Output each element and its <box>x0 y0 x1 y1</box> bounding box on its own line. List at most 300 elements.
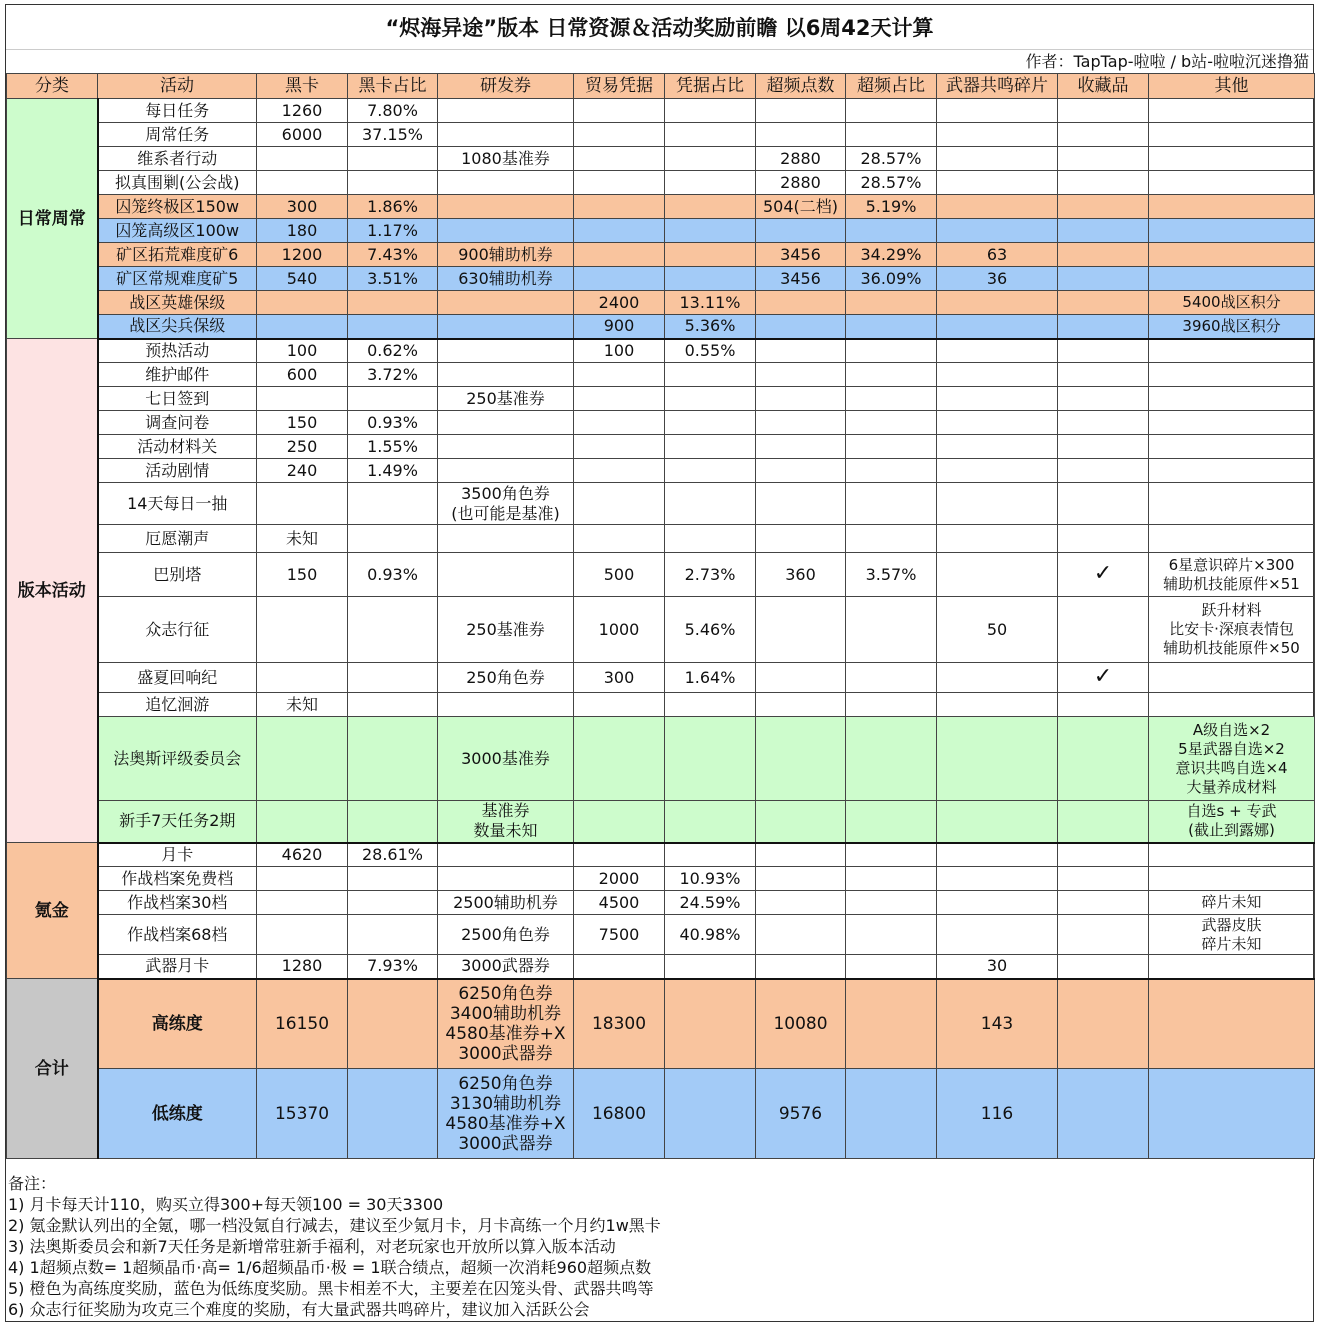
table-cell <box>756 867 846 891</box>
table-cell: 250角色券 <box>438 663 574 693</box>
table-cell <box>1058 525 1149 553</box>
activity-name-cell: 维系者行动 <box>98 147 257 171</box>
note-line: 1) 月卡每天计110，购买立得300+每天领100 = 30天3300 <box>8 1195 444 1214</box>
table-cell <box>756 435 846 459</box>
table-cell <box>1149 171 1315 195</box>
table-cell: 6250角色券 3400辅助机券 4580基准券+X 3000武器券 <box>438 979 574 1069</box>
table-cell <box>257 147 348 171</box>
table-row <box>7 553 1315 597</box>
column-header: 收藏品 <box>1058 74 1149 99</box>
table-cell <box>574 411 665 435</box>
table-cell <box>937 693 1058 717</box>
table-cell <box>665 801 756 843</box>
table-cell: 1000 <box>574 597 665 663</box>
table-cell <box>846 483 937 525</box>
activity-name-cell: 囚笼终极区150w <box>98 195 257 219</box>
table-cell <box>348 387 438 411</box>
table-cell: 16150 <box>257 979 348 1069</box>
table-cell <box>846 867 937 891</box>
table-cell: 自选s + 专武 (截止到露娜) <box>1149 801 1315 843</box>
table-cell <box>665 459 756 483</box>
table-cell <box>574 955 665 979</box>
table-cell <box>756 339 846 363</box>
table-cell: 碎片未知 <box>1149 891 1315 915</box>
table-cell: 100 <box>574 339 665 363</box>
table-cell <box>257 597 348 663</box>
table-row <box>7 459 1315 483</box>
table-cell: 28.57% <box>846 171 937 195</box>
table-cell <box>438 363 574 387</box>
table-cell <box>348 717 438 801</box>
table-cell <box>1058 843 1149 867</box>
table-cell <box>257 891 348 915</box>
table-cell <box>937 459 1058 483</box>
table-cell: 2400 <box>574 291 665 315</box>
table-cell <box>574 693 665 717</box>
table-cell: 240 <box>257 459 348 483</box>
table-cell <box>937 891 1058 915</box>
table-cell: 40.98% <box>665 915 756 955</box>
table-cell <box>665 147 756 171</box>
table-cell <box>438 525 574 553</box>
table-cell: 2880 <box>756 147 846 171</box>
table-cell <box>756 663 846 693</box>
table-cell: 500 <box>574 553 665 597</box>
table-cell <box>665 1069 756 1159</box>
table-cell: 1.17% <box>348 219 438 243</box>
table-cell <box>438 411 574 435</box>
table-cell <box>1058 693 1149 717</box>
table-row <box>7 915 1315 955</box>
activity-name-cell: 作战档案30档 <box>98 891 257 915</box>
table-cell <box>1058 291 1149 315</box>
table-cell <box>846 717 937 801</box>
table-row <box>7 315 1315 339</box>
table-cell <box>665 693 756 717</box>
table-row <box>7 867 1315 891</box>
table-cell <box>438 123 574 147</box>
table-cell <box>756 843 846 867</box>
table-cell <box>1149 99 1315 123</box>
table-cell: 3456 <box>756 267 846 291</box>
table-cell <box>257 291 348 315</box>
table-cell <box>846 315 937 339</box>
table-row <box>7 387 1315 411</box>
activity-name-cell: 14天每日一抽 <box>98 483 257 525</box>
checkmark-icon: ✓ <box>1093 561 1113 586</box>
activity-name-cell: 法奥斯评级委员会 <box>98 717 257 801</box>
activity-name-cell: 高练度 <box>98 979 257 1069</box>
table-cell: 50 <box>937 597 1058 663</box>
table-cell: 5400战区积分 <box>1149 291 1315 315</box>
table-cell <box>756 801 846 843</box>
table-cell <box>1058 915 1149 955</box>
table-cell <box>846 363 937 387</box>
table-cell <box>846 979 937 1069</box>
table-cell <box>1149 195 1315 219</box>
table-cell: 3960战区积分 <box>1149 315 1315 339</box>
table-cell <box>1058 219 1149 243</box>
table-cell <box>1149 979 1315 1069</box>
table-cell <box>756 291 846 315</box>
column-header: 贸易凭据 <box>574 74 665 99</box>
table-cell: 3000基准券 <box>438 717 574 801</box>
table-row <box>7 1069 1315 1159</box>
table-cell <box>348 147 438 171</box>
table-cell <box>846 1069 937 1159</box>
activity-name-cell: 追忆洄游 <box>98 693 257 717</box>
table-cell <box>1149 459 1315 483</box>
table-cell <box>846 123 937 147</box>
table-cell: 1.55% <box>348 435 438 459</box>
table-cell <box>846 339 937 363</box>
table-cell: 3500角色券 (也可能是基准) <box>438 483 574 525</box>
activity-name-cell: 维护邮件 <box>98 363 257 387</box>
table-cell: 10.93% <box>665 867 756 891</box>
table-cell <box>257 663 348 693</box>
table-cell <box>348 801 438 843</box>
table-cell <box>756 219 846 243</box>
activity-name-cell: 战区英雄保级 <box>98 291 257 315</box>
category-cell: 合计 <box>7 979 98 1159</box>
column-header: 其他 <box>1149 74 1315 99</box>
table-cell <box>1058 597 1149 663</box>
table-cell <box>665 843 756 867</box>
table-cell <box>846 291 937 315</box>
note-line: 5) 橙色为高练度奖励，蓝色为低练度奖励。黑卡相差不大，主要差在囚笼头骨、武器共鸣等 <box>8 1279 654 1298</box>
table-cell: 300 <box>257 195 348 219</box>
table-cell: 2880 <box>756 171 846 195</box>
table-cell <box>1058 411 1149 435</box>
table-cell <box>846 219 937 243</box>
activity-name-cell: 预热活动 <box>98 339 257 363</box>
table-cell: 0.55% <box>665 339 756 363</box>
activity-name-cell: 武器月卡 <box>98 955 257 979</box>
table-row <box>7 525 1315 553</box>
table-cell: 36.09% <box>846 267 937 291</box>
column-header: 研发券 <box>438 74 574 99</box>
table-cell <box>574 171 665 195</box>
activity-name-cell: 低练度 <box>98 1069 257 1159</box>
category-cell: 氪金 <box>7 843 98 979</box>
table-cell: 2500辅助机券 <box>438 891 574 915</box>
table-cell <box>1058 717 1149 801</box>
activity-name-cell: 拟真围剿(公会战) <box>98 171 257 195</box>
table-cell <box>1149 387 1315 411</box>
table-row <box>7 663 1315 693</box>
table-row <box>7 843 1315 867</box>
column-header: 活动 <box>98 74 257 99</box>
table-cell <box>937 195 1058 219</box>
table-cell <box>1058 459 1149 483</box>
table-cell <box>665 387 756 411</box>
table-cell <box>348 915 438 955</box>
table-cell <box>574 435 665 459</box>
table-cell <box>574 843 665 867</box>
table-cell: 3000武器券 <box>438 955 574 979</box>
table-cell <box>937 525 1058 553</box>
table-cell <box>846 843 937 867</box>
table-cell <box>1058 267 1149 291</box>
table-cell: 504(二档) <box>756 195 846 219</box>
table-cell <box>756 717 846 801</box>
activity-name-cell: 作战档案68档 <box>98 915 257 955</box>
table-cell <box>438 99 574 123</box>
table-cell <box>756 387 846 411</box>
table-cell <box>665 979 756 1069</box>
table-row <box>7 435 1315 459</box>
table-cell: 36 <box>937 267 1058 291</box>
table-row <box>7 243 1315 267</box>
table-cell <box>257 171 348 195</box>
table-cell <box>1058 243 1149 267</box>
table-cell <box>756 597 846 663</box>
table-cell <box>665 525 756 553</box>
column-header: 超频点数 <box>756 74 846 99</box>
table-cell <box>665 483 756 525</box>
table-cell <box>756 123 846 147</box>
table-cell <box>846 801 937 843</box>
table-row <box>7 363 1315 387</box>
table-cell: 武器皮肤 碎片未知 <box>1149 915 1315 955</box>
table-cell <box>937 147 1058 171</box>
table-cell <box>665 435 756 459</box>
table-cell <box>937 553 1058 597</box>
table-cell <box>756 955 846 979</box>
table-cell <box>937 867 1058 891</box>
table-cell <box>665 243 756 267</box>
table-cell <box>937 219 1058 243</box>
table-cell <box>665 195 756 219</box>
table-cell <box>348 979 438 1069</box>
note-line: 4) 1超频点数= 1超频晶币·高= 1/6超频晶币·极 = 1联合绩点，超频一次消耗960超频点数 <box>8 1258 652 1277</box>
table-cell: 0.93% <box>348 411 438 435</box>
table-cell <box>1149 267 1315 291</box>
table-cell: 6250角色券 3130辅助机券 4580基准券+X 3000武器券 <box>438 1069 574 1159</box>
table-cell <box>937 339 1058 363</box>
table-cell <box>348 483 438 525</box>
table-cell <box>438 291 574 315</box>
table-cell <box>574 459 665 483</box>
table-cell <box>937 717 1058 801</box>
table-row <box>7 801 1315 843</box>
table-cell <box>846 693 937 717</box>
table-cell <box>756 315 846 339</box>
table-row <box>7 123 1315 147</box>
table-cell <box>438 459 574 483</box>
table-cell <box>257 717 348 801</box>
table-cell <box>574 243 665 267</box>
table-cell <box>665 411 756 435</box>
activity-name-cell: 战区尖兵保级 <box>98 315 257 339</box>
table-cell <box>1058 387 1149 411</box>
table-cell <box>1058 315 1149 339</box>
table-cell <box>937 843 1058 867</box>
table-cell <box>665 171 756 195</box>
table-cell <box>756 99 846 123</box>
table-cell <box>1149 219 1315 243</box>
table-cell: 10080 <box>756 979 846 1069</box>
table-cell: 3.57% <box>846 553 937 597</box>
table-cell: 1.64% <box>665 663 756 693</box>
table-cell <box>348 315 438 339</box>
table-cell <box>348 867 438 891</box>
table-cell: 900 <box>574 315 665 339</box>
table-cell: 13.11% <box>665 291 756 315</box>
table-cell <box>1058 867 1149 891</box>
table-cell <box>348 525 438 553</box>
activity-name-cell: 新手7天任务2期 <box>98 801 257 843</box>
table-cell <box>846 891 937 915</box>
table-cell <box>438 867 574 891</box>
table-cell <box>438 195 574 219</box>
table-cell <box>574 195 665 219</box>
table-row <box>7 147 1315 171</box>
table-cell <box>1058 99 1149 123</box>
table-row <box>7 219 1315 243</box>
table-row <box>7 955 1315 979</box>
table-cell: 28.57% <box>846 147 937 171</box>
table-cell <box>937 171 1058 195</box>
table-cell <box>665 267 756 291</box>
column-header: 武器共鸣碎片 <box>937 74 1058 99</box>
table-cell <box>937 363 1058 387</box>
table-cell <box>756 891 846 915</box>
table-cell <box>1149 243 1315 267</box>
table-cell: 4620 <box>257 843 348 867</box>
table-cell: 7.80% <box>348 99 438 123</box>
activity-name-cell: 作战档案免费档 <box>98 867 257 891</box>
table-cell: 250 <box>257 435 348 459</box>
table-cell <box>438 339 574 363</box>
table-cell <box>756 483 846 525</box>
table-row <box>7 693 1315 717</box>
category-cell: 日常周常 <box>7 99 98 339</box>
table-cell <box>1149 411 1315 435</box>
table-cell: 34.29% <box>846 243 937 267</box>
table-cell <box>937 801 1058 843</box>
table-cell: 6星意识碎片×300 辅助机技能原件×51 <box>1149 553 1315 597</box>
table-cell <box>1149 147 1315 171</box>
table-cell <box>937 123 1058 147</box>
table-cell <box>846 411 937 435</box>
table-cell: 540 <box>257 267 348 291</box>
activity-name-cell: 活动剧情 <box>98 459 257 483</box>
table-cell <box>574 99 665 123</box>
table-cell <box>348 597 438 663</box>
table-cell <box>1149 339 1315 363</box>
table-cell <box>937 99 1058 123</box>
table-cell: 0.93% <box>348 553 438 597</box>
table-cell <box>665 717 756 801</box>
table-cell <box>756 363 846 387</box>
activity-name-cell: 月卡 <box>98 843 257 867</box>
activity-name-cell: 每日任务 <box>98 99 257 123</box>
table-row <box>7 597 1315 663</box>
table-row <box>7 891 1315 915</box>
table-cell <box>438 435 574 459</box>
table-cell: 9576 <box>756 1069 846 1159</box>
table-cell <box>348 663 438 693</box>
table-cell: 18300 <box>574 979 665 1069</box>
table-cell: 6000 <box>257 123 348 147</box>
table-row <box>7 291 1315 315</box>
table-cell: 143 <box>937 979 1058 1069</box>
table-cell <box>257 483 348 525</box>
table-cell <box>348 171 438 195</box>
table-cell <box>756 411 846 435</box>
table-cell <box>665 955 756 979</box>
table-cell <box>574 525 665 553</box>
table-cell <box>574 123 665 147</box>
table-cell: 2000 <box>574 867 665 891</box>
table-cell <box>1058 979 1149 1069</box>
table-cell <box>1058 1069 1149 1159</box>
table-cell: 3.51% <box>348 267 438 291</box>
table-cell <box>756 525 846 553</box>
table-cell: 2500角色券 <box>438 915 574 955</box>
table-cell <box>348 291 438 315</box>
table-cell: 150 <box>257 411 348 435</box>
table-cell <box>756 693 846 717</box>
table-cell <box>257 915 348 955</box>
table-cell: 0.62% <box>348 339 438 363</box>
note-line: 2) 氪金默认列出的全氪，哪一档没氪自行减去，建议至少氪月卡，月卡高练一个月约1w黑卡 <box>8 1216 661 1235</box>
table-cell <box>1149 955 1315 979</box>
table-cell <box>937 435 1058 459</box>
note-line: 备注： <box>8 1174 57 1193</box>
table-cell <box>574 801 665 843</box>
table-cell <box>574 387 665 411</box>
note-line: 6) 众志行征奖励为攻克三个难度的奖励，有大量武器共鸣碎片，建议加入活跃公会 <box>8 1300 590 1319</box>
table-cell: 900辅助机券 <box>438 243 574 267</box>
table-cell <box>1058 435 1149 459</box>
table-cell <box>846 955 937 979</box>
table-cell: 150 <box>257 553 348 597</box>
table-cell <box>1058 123 1149 147</box>
table-cell <box>438 315 574 339</box>
table-cell: 100 <box>257 339 348 363</box>
table-cell <box>665 99 756 123</box>
table-cell <box>257 801 348 843</box>
table-cell <box>1149 483 1315 525</box>
activity-name-cell: 盛夏回响纪 <box>98 663 257 693</box>
table-cell: 63 <box>937 243 1058 267</box>
table-row <box>7 411 1315 435</box>
table-cell: 1.86% <box>348 195 438 219</box>
activity-name-cell: 厄愿潮声 <box>98 525 257 553</box>
table-cell <box>1058 195 1149 219</box>
table-cell <box>1149 663 1315 693</box>
table-cell: 7.93% <box>348 955 438 979</box>
table-cell <box>756 915 846 955</box>
table-cell: A级自选×2 5星武器自选×2 意识共鸣自选×4 大量养成材料 <box>1149 717 1315 801</box>
activity-name-cell: 巴别塔 <box>98 553 257 597</box>
activity-name-cell: 众志行征 <box>98 597 257 663</box>
table-cell <box>846 663 937 693</box>
table-cell <box>1149 525 1315 553</box>
table-cell: 3.72% <box>348 363 438 387</box>
activity-name-cell: 矿区拓荒难度矿6 <box>98 243 257 267</box>
table-row <box>7 171 1315 195</box>
column-header: 黑卡占比 <box>348 74 438 99</box>
activity-name-cell: 调查问卷 <box>98 411 257 435</box>
table-cell <box>846 459 937 483</box>
table-cell <box>1058 955 1149 979</box>
table-cell <box>846 525 937 553</box>
table-cell: 1080基准券 <box>438 147 574 171</box>
table-cell: 7.43% <box>348 243 438 267</box>
